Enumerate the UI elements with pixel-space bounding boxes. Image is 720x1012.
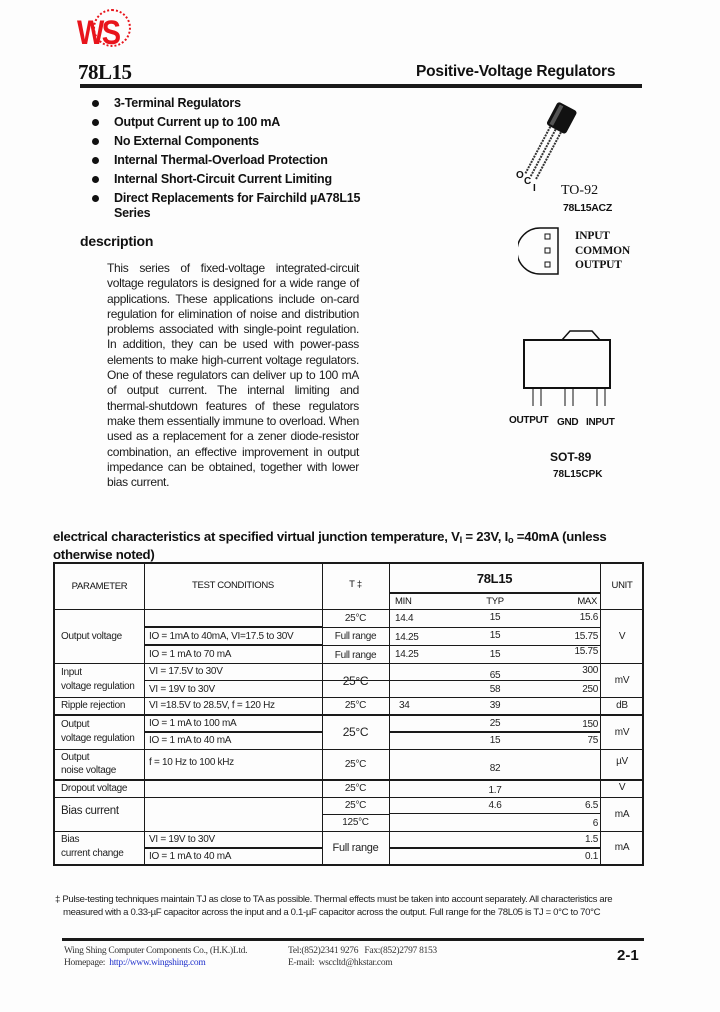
typ-cell: 39 (489, 700, 501, 711)
header-max: MAX (577, 595, 597, 607)
homepage-link[interactable]: http://www.wingshing.com (109, 957, 206, 968)
feature-item (92, 170, 392, 189)
description-heading: description (80, 233, 154, 249)
max-cell: 15.6 (579, 611, 598, 623)
to92-package-name: TO-92 (561, 183, 599, 198)
temp-cell: Full range (332, 841, 379, 854)
feature-label-continued: Series (114, 206, 151, 220)
company-name: Wing Shing Computer Components Co., (H.K.)Ltd. (64, 946, 248, 956)
condition-cell: IO = 1 mA to 70 mA (149, 648, 232, 660)
temp-cell: 25°C (342, 725, 369, 739)
title-sub: I (459, 535, 462, 545)
typ-cell: 15 (489, 629, 501, 641)
title-text: =40mA (unless otherwise noted) (53, 529, 607, 562)
max-cell: 300 (582, 664, 598, 676)
feature-label: Direct Replacements for Fairchild µA78L15 (114, 191, 361, 205)
typ-cell: 65 (489, 669, 501, 681)
pin-label-output: OUTPUT (575, 259, 622, 271)
part-number-title: 78L15 (78, 60, 132, 84)
unit-cell: mV (614, 674, 630, 686)
max-cell: 6 (592, 817, 598, 829)
pin-label-input: INPUT (575, 230, 610, 242)
condition-cell: VI = 19V to 30V (149, 683, 215, 695)
param-output-regulation: Output (61, 718, 90, 730)
max-cell: 0.1 (584, 850, 598, 862)
bullet-icon (92, 157, 99, 164)
temp-cell: Full range (334, 630, 377, 642)
to92-pinout-labels (575, 229, 630, 273)
condition-cell: VI =18.5V to 28.5V, f = 120 Hz (149, 700, 275, 711)
min-cell: 14.25 (395, 648, 419, 660)
temp-cell: 25°C (342, 674, 369, 688)
header-rule (80, 84, 642, 88)
param-bias-current: Bias current (61, 805, 119, 817)
min-cell: 34 (399, 700, 410, 711)
temp-cell: 125°C (342, 817, 369, 828)
typ-cell: 15 (489, 648, 501, 660)
footnote-symbol: ‡ (55, 894, 60, 905)
max-cell: 15.75 (574, 645, 598, 657)
phone-line (288, 946, 437, 958)
email-address[interactable]: wsccltd@hkstar.com (318, 957, 393, 968)
temp-cell: 25°C (344, 782, 367, 794)
unit-cell: dB (616, 700, 628, 711)
pin-label-output: OUTPUT (509, 415, 549, 426)
sot89-package-name: SOT-89 (550, 450, 592, 464)
max-cell: 1.5 (584, 833, 598, 845)
feature-item (92, 94, 392, 113)
param-dropout-voltage: Dropout voltage (61, 782, 128, 794)
electrical-characteristics-table (53, 562, 644, 866)
pin-label-input: INPUT (586, 417, 615, 428)
condition-cell: IO = 1mA to 40mA, VI=17.5 to 30V (149, 630, 294, 642)
max-cell: 75 (587, 734, 598, 746)
temp-cell: 25°C (344, 758, 367, 770)
pin-label-gnd: GND (557, 417, 579, 428)
header-unit: UNIT (611, 580, 633, 591)
electrical-characteristics-title (53, 530, 653, 562)
temp-cell: 25°C (344, 612, 367, 624)
description-body: This series of fixed-voltage integrated-circuit voltage regulators is designed for a wide range of applications. These applications include on-card regulation for elimination of noise and distribution problems associated with single-point regulation. In addition, they can be used with power-pass elements to make high-current voltage regulators. One of these regulators can deliver up to 100 mA of output current. The internal limiting and thermal-shutdown features of these regulators make them essentially immune to overload. When used as a replacement for a zener diode-resistor combination, an effective improvement in output impedance can be obtained, together with lower bias current. (107, 261, 359, 490)
min-cell: 14.4 (395, 612, 414, 624)
to92-package-icon (515, 100, 585, 185)
email-line (288, 958, 437, 970)
footer-company-block (64, 946, 247, 969)
param-input-regulation: Input (61, 666, 82, 678)
typ-cell: 25 (489, 717, 501, 729)
param-noise-voltage-2: noise voltage (61, 765, 117, 776)
footer-rule (62, 938, 644, 941)
sot89-package-icon (520, 328, 620, 408)
to92-pinout-diagram (518, 226, 566, 276)
feature-item (92, 189, 392, 221)
pin-letter-o: O (516, 170, 524, 181)
condition-cell: VI = 17.5V to 30V (149, 665, 223, 677)
condition-cell: f = 10 Hz to 100 kHz (149, 756, 234, 768)
unit-cell: V (618, 781, 626, 793)
footer-contact-block (288, 946, 437, 969)
feature-label: No External Components (114, 134, 259, 148)
unit-cell: V (618, 630, 626, 642)
param-bias-current-change-2: current change (61, 848, 124, 859)
max-cell: 15.75 (574, 630, 598, 642)
unit-cell: mV (614, 726, 630, 738)
unit-cell: mA (614, 808, 630, 820)
email-label: E-mail: (288, 957, 315, 968)
typ-cell: 58 (489, 683, 501, 695)
title-sub: o (507, 535, 514, 545)
param-ripple-rejection: Ripple rejection (61, 700, 126, 711)
typ-cell: 4.6 (488, 799, 502, 811)
typ-cell: 82 (489, 762, 501, 774)
param-output-regulation-2: voltage regulation (61, 732, 135, 744)
fax-number: Fax:(852)2797 8153 (364, 946, 437, 956)
header-temperature: T ‡ (349, 578, 362, 590)
unit-cell: µV (616, 755, 628, 767)
pin-letter-i: I (533, 183, 536, 194)
tel-number: Tel:(852)2341 9276 (288, 946, 359, 956)
feature-label: Internal Short-Circuit Current Limiting (114, 172, 332, 186)
temp-cell: Full range (334, 649, 377, 661)
bullet-icon (92, 119, 99, 126)
title-text: = 23V, I (461, 529, 508, 544)
footnote (55, 893, 655, 919)
feature-item (92, 113, 392, 132)
typ-cell: 15 (489, 611, 501, 623)
condition-cell: VI = 19V to 30V (149, 833, 215, 845)
homepage-label: Homepage: (64, 957, 106, 968)
header-device: 78L15 (476, 570, 513, 586)
min-cell: 14.25 (395, 631, 419, 643)
temp-cell: 25°C (344, 700, 367, 711)
pin-label-common: COMMON (575, 244, 631, 257)
homepage-line (64, 958, 247, 970)
bullet-icon (92, 176, 99, 183)
typ-cell: 1.7 (488, 784, 502, 796)
bullet-icon (92, 138, 99, 145)
title-text: electrical characteristics at specified virtual junction temperature, V (53, 529, 460, 544)
max-cell: 6.5 (584, 799, 598, 811)
typ-cell: 15 (489, 734, 501, 746)
header-parameter: PARAMETER (71, 581, 128, 592)
param-input-regulation-2: voltage regulation (61, 680, 135, 692)
header-typ: TYP (486, 595, 504, 607)
condition-cell: IO = 1 mA to 100 mA (149, 718, 237, 729)
sot89-part-number: 78L15CPK (553, 469, 603, 480)
footnote-line-2: measured with a 0.33-µF capacitor across the input and a 0.1-µF capacitor across the output. Full range for the 78L05 is TJ = 0°C to 70°C (63, 907, 601, 918)
feature-item (92, 151, 392, 170)
bullet-icon (92, 195, 99, 202)
param-noise-voltage: Output (61, 752, 90, 763)
header-test-conditions: TEST CONDITIONS (192, 580, 274, 591)
page-number: 2-1 (617, 947, 639, 964)
footnote-text: Pulse-testing techniques maintain TJ as close to TA as possible. Thermal effects must be taken into account separately. All characteristics are (62, 894, 613, 905)
logo-text: WS (77, 14, 119, 52)
feature-list (92, 94, 392, 221)
company-logo (77, 8, 137, 56)
header-min: MIN (395, 595, 412, 607)
feature-label: Output Current up to 100 mA (114, 115, 281, 129)
document-title: Positive-Voltage Regulators (416, 63, 616, 80)
feature-label: 3-Terminal Regulators (114, 96, 241, 110)
condition-cell: IO = 1 mA to 40 mA (149, 735, 232, 746)
unit-cell: mA (614, 842, 630, 853)
max-cell: 250 (582, 683, 598, 695)
condition-cell: IO = 1 mA to 40 mA (149, 851, 232, 862)
feature-item (92, 132, 392, 151)
temp-cell: 25°C (344, 799, 367, 811)
to92-part-number: 78L15ACZ (563, 202, 612, 214)
param-bias-current-change: Bias (61, 834, 80, 845)
pin-letter-c: C (524, 176, 532, 187)
max-cell: 150 (582, 718, 598, 730)
footnote-line-1 (55, 893, 655, 906)
bullet-icon (92, 100, 99, 107)
param-output-voltage: Output voltage (61, 630, 122, 642)
feature-label: Internal Thermal-Overload Protection (114, 153, 328, 167)
